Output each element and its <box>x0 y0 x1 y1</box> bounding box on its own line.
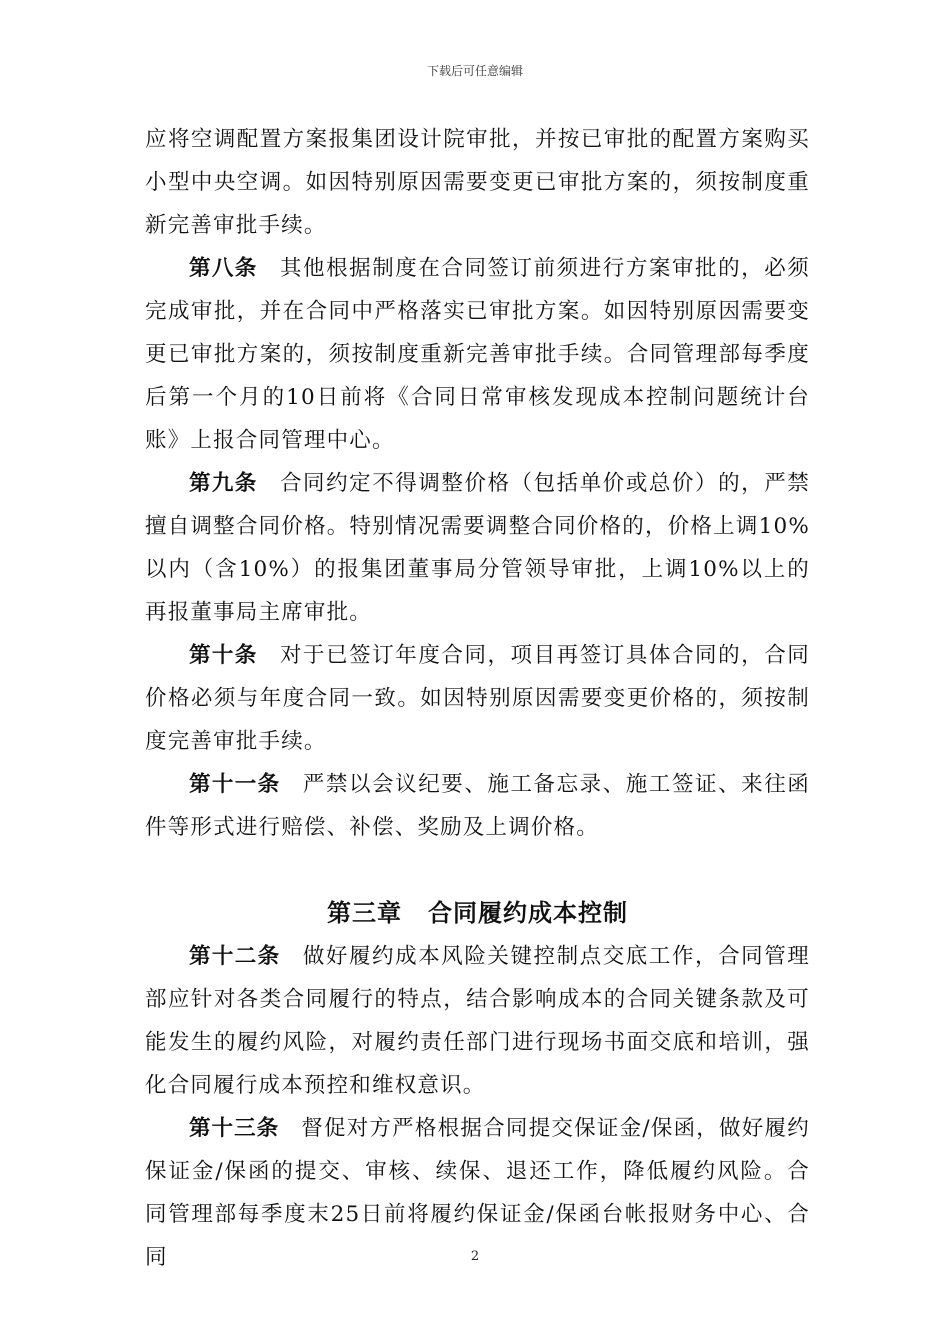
continuation-paragraph: 应将空调配置方案报集团设计院审批，并按已审批的配置方案购买小型中央空调。如因特别原因需要变更已审批方案的，须按制度重新完善审批手续。 <box>145 127 810 238</box>
article-number: 第十一条 <box>189 772 281 797</box>
article-12 <box>145 935 810 1107</box>
article-text: 合同约定不得调整价格（包括单价或总价）的，严禁擅自调整合同价格。特别情况需要调整合同价格的，价格上调10%以内（含10%）的报集团董事局分管领导审批，上调10%以上的再报董事局主席审批。 <box>145 471 810 625</box>
article-text: 督促对方严格根据合同提交保证金/保函，做好履约保证金/保函的提交、审核、续保、退还工作，降低履约风险。合同管理部每季度末25日前将履约保证金/保函台帐报财务中心、合同 <box>145 1116 810 1270</box>
page-header: 下载后可任意编辑 <box>426 64 523 78</box>
spacer <box>145 849 810 892</box>
chapter-number: 第三章 <box>327 899 402 927</box>
article-number: 第十条 <box>189 643 258 668</box>
article-number: 第九条 <box>189 471 258 496</box>
article-text: 做好履约成本风险关键控制点交底工作，合同管理部应针对各类合同履行的特点，结合影响成本的合同关键条款及可能发生的履约风险，对履约责任部门进行现场书面交底和培训，强化合同履行成本预控和维权意识。 <box>145 944 810 1098</box>
article-text: 严禁以会议纪要、施工备忘录、施工签证、来往函件等形式进行赔偿、补偿、奖励及上调价格。 <box>145 772 810 840</box>
chapter-heading <box>145 892 810 935</box>
page-number: 2 <box>470 1249 480 1264</box>
chapter-title: 合同履约成本控制 <box>428 899 628 927</box>
article-11 <box>145 763 810 849</box>
document-body <box>145 118 810 1279</box>
article-8 <box>145 247 810 462</box>
article-number: 第八条 <box>189 256 258 281</box>
article-number: 第十二条 <box>189 944 281 969</box>
article-text: 对于已签订年度合同，项目再签订具体合同的，合同价格必须与年度合同一致。如因特别原因需要变更价格的，须按制度完善审批手续。 <box>145 643 810 754</box>
article-9 <box>145 462 810 634</box>
article-10 <box>145 634 810 763</box>
article-number: 第十三条 <box>189 1116 280 1141</box>
article-text: 其他根据制度在合同签订前须进行方案审批的，必须完成审批，并在合同中严格落实已审批方案。如因特别原因需要变更已审批方案的，须按制度重新完善审批手续。合同管理部每季度后第一个月的10日前将《合同日常审核发现成本控制问题统计台账》上报合同管理中心。 <box>145 256 810 453</box>
